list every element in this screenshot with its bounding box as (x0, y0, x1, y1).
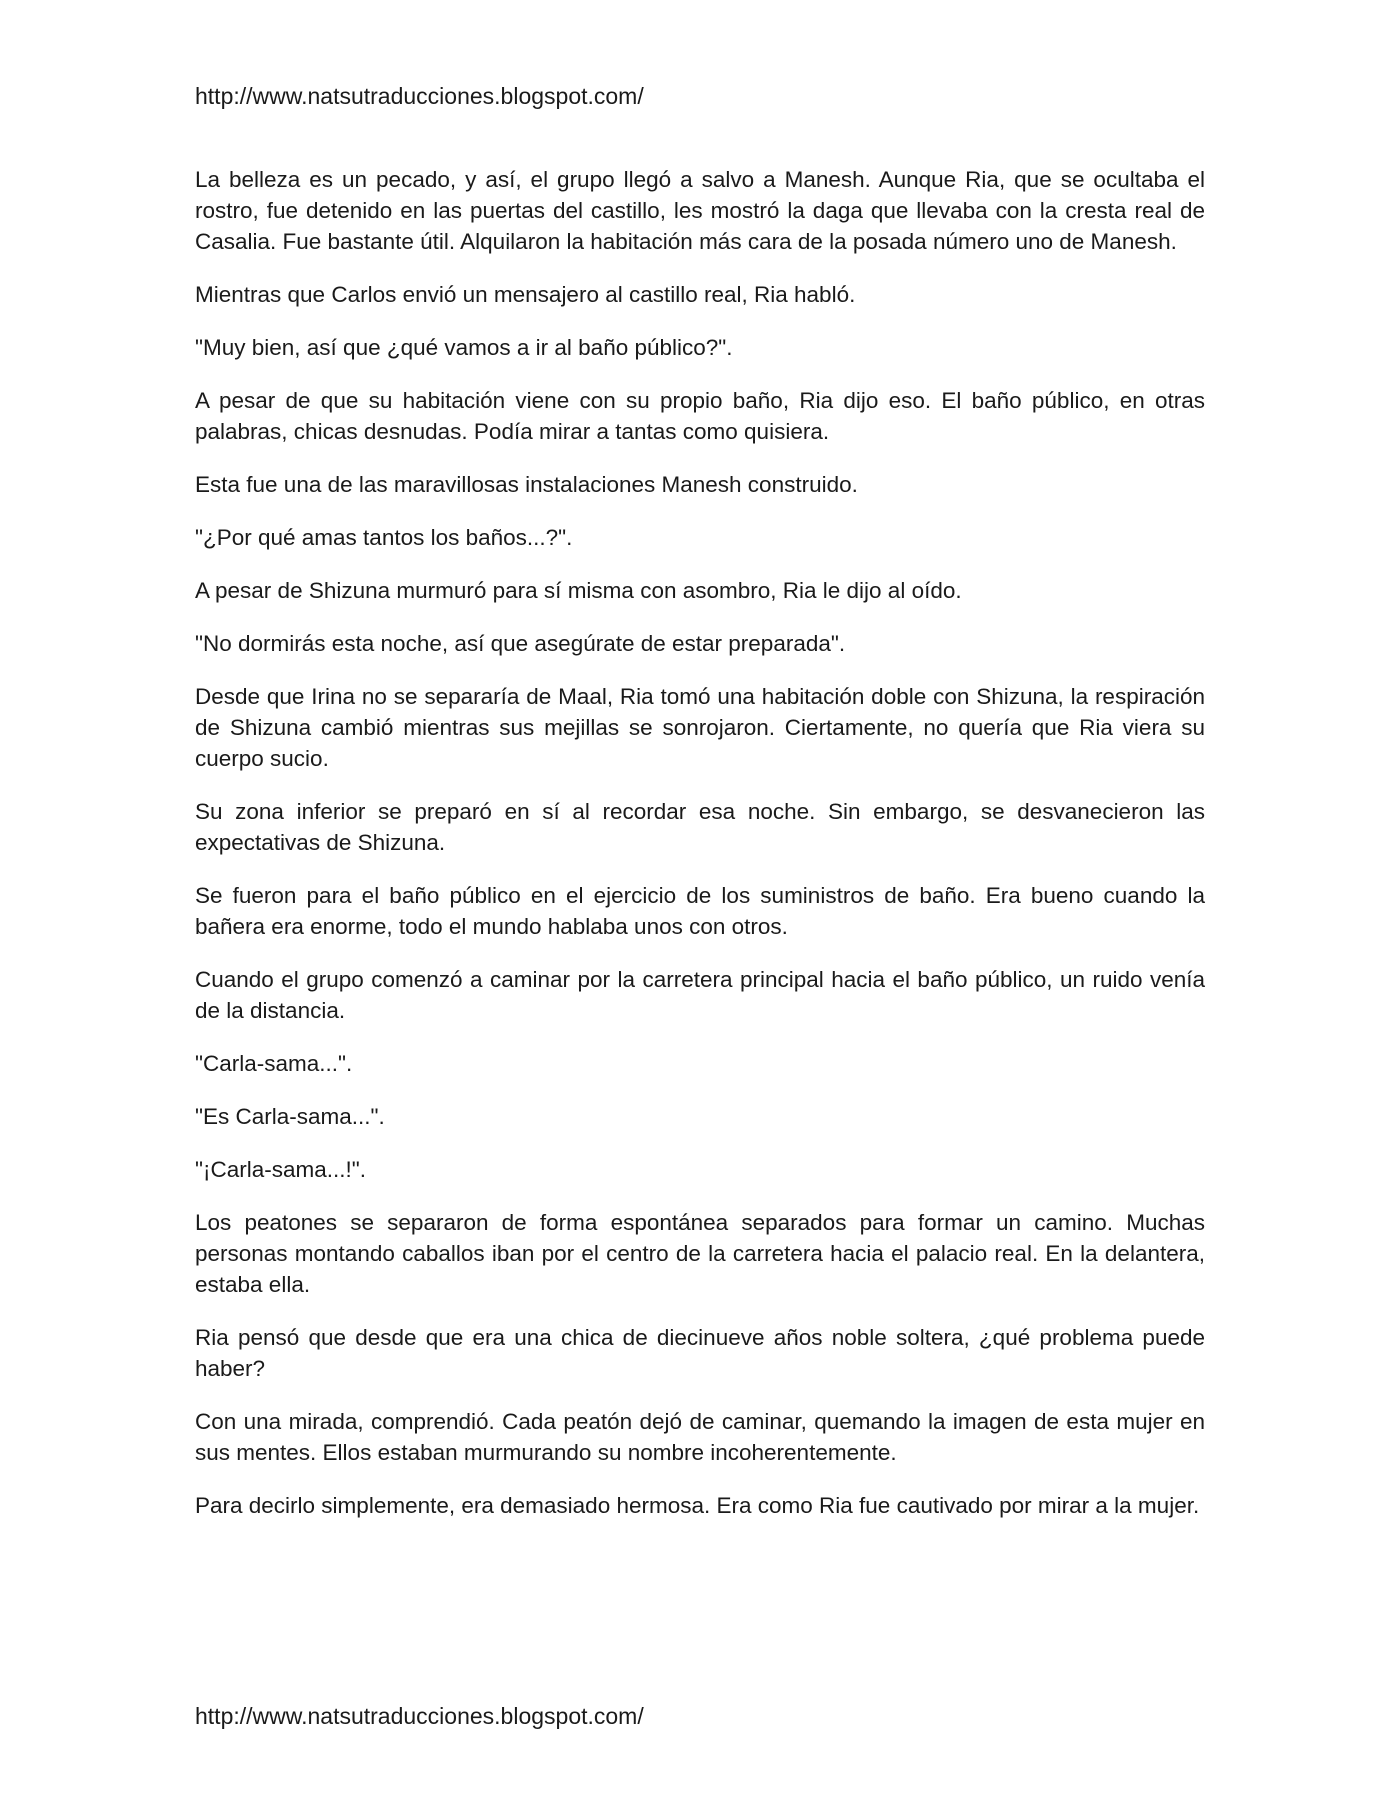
paragraph: Con una mirada, comprendió. Cada peatón dejó de caminar, quemando la imagen de esta mujer en sus mentes. Ellos estaban murmurando su nombre incoherentemente. (195, 1409, 1205, 1465)
paragraph: "Carla-sama...". (195, 1051, 353, 1076)
paragraph: Para decirlo simplemente, era demasiado hermosa. Era como Ria fue cautivado por mirar a la mujer. (195, 1493, 1200, 1518)
paragraph: Desde que Irina no se separaría de Maal, Ria tomó una habitación doble con Shizuna, la respiración de Shizuna cambió mientras sus mejillas se sonrojaron. Ciertamente, no quería que Ria viera su cuerpo sucio. (195, 684, 1205, 771)
paragraph: Esta fue una de las maravillosas instalaciones Manesh construido. (195, 472, 858, 497)
paragraph: "¡Carla-sama...!". (195, 1157, 367, 1182)
paragraph: "No dormirás esta noche, así que asegúrate de estar preparada". (195, 631, 846, 656)
paragraph: Mientras que Carlos envió un mensajero al castillo real, Ria habló. (195, 282, 856, 307)
paragraph: A pesar de Shizuna murmuró para sí misma con asombro, Ria le dijo al oído. (195, 578, 962, 603)
paragraph: La belleza es un pecado, y así, el grupo llegó a salvo a Manesh. Aunque Ria, que se ocultaba el rostro, fue detenido en las puertas del castillo, les mostró la daga que llevaba con la cresta real de Casalia. Fue bastante útil. Alquilaron la habitación más cara de la posada número uno de Manesh. (195, 167, 1205, 254)
paragraph: Ria pensó que desde que era una chica de diecinueve años noble soltera, ¿qué problema puede haber? (195, 1325, 1205, 1381)
header-url: http://www.natsutraducciones.blogspot.com/ (195, 83, 644, 109)
paragraph: Su zona inferior se preparó en sí al recordar esa noche. Sin embargo, se desvanecieron las expectativas de Shizuna. (195, 799, 1205, 855)
paragraph: Los peatones se separaron de forma espontánea separados para formar un camino. Muchas personas montando caballos iban por el centro de la carretera hacia el palacio real. En la delantera, estaba ella. (195, 1210, 1205, 1297)
paragraph: "¿Por qué amas tantos los baños...?". (195, 525, 573, 550)
paragraph: "Es Carla-sama...". (195, 1104, 385, 1129)
paragraph: "Muy bien, así que ¿qué vamos a ir al baño público?". (195, 335, 733, 360)
paragraph: Cuando el grupo comenzó a caminar por la carretera principal hacia el baño público, un ruido venía de la distancia. (195, 967, 1205, 1023)
body-text (195, 164, 1205, 1543)
footer-url: http://www.natsutraducciones.blogspot.com/ (195, 1703, 644, 1729)
paragraph: Se fueron para el baño público en el ejercicio de los suministros de baño. Era bueno cuando la bañera era enorme, todo el mundo hablaba unos con otros. (195, 883, 1205, 939)
paragraph: A pesar de que su habitación viene con su propio baño, Ria dijo eso. El baño público, en otras palabras, chicas desnudas. Podía mirar a tantas como quisiera. (195, 388, 1205, 444)
